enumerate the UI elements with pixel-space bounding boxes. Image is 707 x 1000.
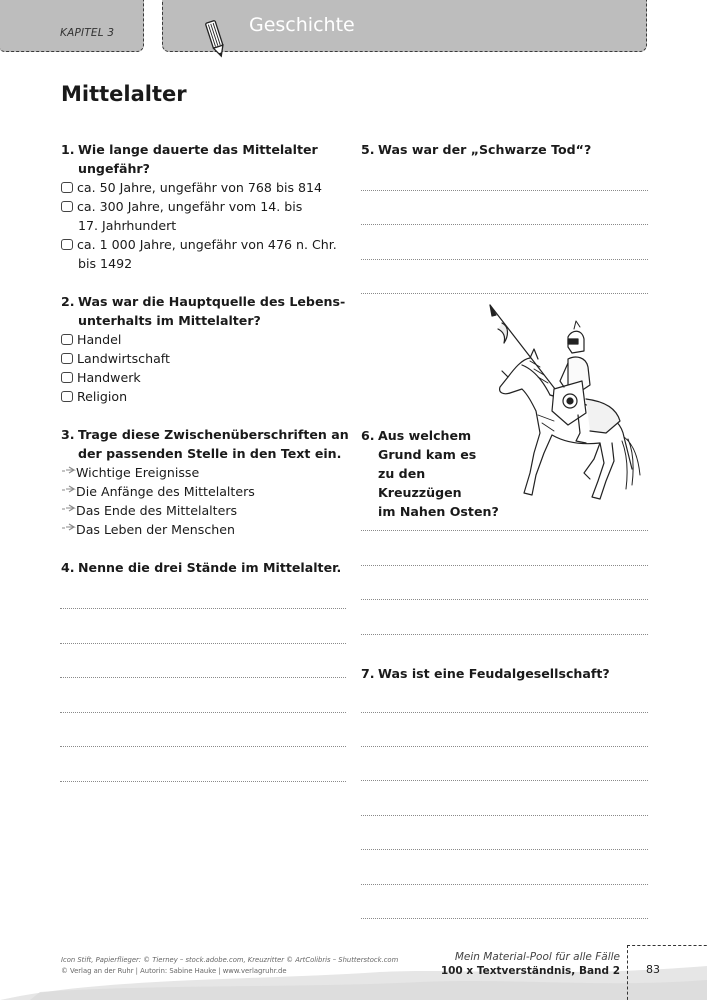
answer-line-q4[interactable] [60, 781, 346, 782]
question-4 [61, 558, 351, 577]
answer-line-q4[interactable] [60, 677, 346, 678]
pencil-icon [203, 20, 229, 60]
option-row[interactable] [61, 235, 346, 254]
question-3 [61, 425, 351, 539]
option-label-cont: bis 1492 [78, 256, 133, 271]
answer-line-q7[interactable] [361, 884, 648, 885]
option-label: ca. 50 Jahre, ungefähr von 768 bis 814 [77, 180, 323, 195]
option-label: Landwirtschaft [77, 351, 170, 366]
question-text: der passenden Stelle in den Text ein. [78, 446, 342, 461]
question-5-heading [361, 140, 651, 159]
answer-line-q4[interactable] [60, 746, 346, 747]
credits-line-2: © Verlag an der Ruhr | Autorin: Sabine Hauke | www.verlagruhr.de [61, 967, 287, 975]
list-item [61, 482, 351, 501]
question-6-heading-cont [361, 445, 501, 464]
question-text: Grund kam es [378, 447, 477, 462]
subject-banner [162, 0, 647, 52]
answer-line-q4[interactable] [60, 608, 346, 609]
image-credits [61, 955, 398, 977]
question-5 [361, 140, 651, 159]
answer-line-q7[interactable] [361, 712, 648, 713]
answer-line-q7[interactable] [361, 849, 648, 850]
option-row[interactable] [61, 349, 346, 368]
answer-line-q6[interactable] [361, 634, 648, 635]
checkbox[interactable] [61, 391, 73, 402]
paper-plane-icon [61, 483, 76, 495]
option-label: ca. 300 Jahre, ungefähr vom 14. bis [77, 199, 303, 214]
option-label: ca. 1 000 Jahre, ungefähr von 476 n. Chr. [77, 237, 337, 252]
answer-line-q7[interactable] [361, 746, 648, 747]
checkbox[interactable] [61, 182, 73, 193]
chapter-tab [0, 0, 144, 52]
question-7-heading [361, 664, 651, 683]
answer-line-q5[interactable] [361, 190, 648, 191]
question-number: 7. [361, 666, 375, 681]
page-number-box [627, 945, 707, 1000]
question-text: Was ist eine Feudalgesellschaft? [378, 666, 610, 681]
question-6-heading [361, 426, 501, 445]
answer-line-q4[interactable] [60, 712, 346, 713]
answer-line-q6[interactable] [361, 599, 648, 600]
question-6 [361, 426, 501, 521]
question-1-heading-cont [61, 159, 346, 178]
option-row[interactable] [61, 178, 346, 197]
question-2 [61, 292, 346, 406]
item-label: Das Ende des Mittelalters [76, 503, 238, 518]
question-text: unterhalts im Mittelalter? [78, 313, 261, 328]
answer-line-q6[interactable] [361, 530, 648, 531]
answer-line-q7[interactable] [361, 780, 648, 781]
series-line-1: Mein Material-Pool für alle Fälle [454, 951, 620, 963]
paper-plane-icon [61, 464, 76, 476]
answer-line-q7[interactable] [361, 815, 648, 816]
list-item [61, 501, 351, 520]
question-text: zu den Kreuzzügen [378, 466, 462, 500]
answer-line-q5[interactable] [361, 293, 648, 294]
paper-plane-icon [61, 502, 76, 514]
item-label: Das Leben der Menschen [76, 522, 235, 537]
item-label: Die Anfänge des Mittelalters [76, 484, 255, 499]
question-text: Aus welchem [378, 428, 472, 443]
series-title [441, 950, 620, 978]
page-title: Mittelalter [61, 82, 187, 106]
question-3-heading [61, 425, 351, 444]
checkbox[interactable] [61, 334, 73, 345]
question-3-heading-cont [61, 444, 351, 463]
question-number: 3. [61, 427, 75, 442]
list-item [61, 463, 351, 482]
paper-plane-icon [61, 521, 76, 533]
question-number: 6. [361, 428, 375, 443]
option-label-cont: 17. Jahrhundert [78, 218, 177, 233]
question-1 [61, 140, 346, 273]
question-number: 2. [61, 294, 75, 309]
option-row[interactable] [61, 368, 346, 387]
question-number: 5. [361, 142, 375, 157]
checkbox[interactable] [61, 372, 73, 383]
question-4-heading [61, 558, 351, 577]
answer-line-q6[interactable] [361, 565, 648, 566]
option-row[interactable] [61, 330, 346, 349]
question-2-heading-cont [61, 311, 346, 330]
answer-line-q5[interactable] [361, 224, 648, 225]
question-number: 1. [61, 142, 75, 157]
knight-on-horse-illustration [482, 303, 642, 503]
checkbox[interactable] [61, 353, 73, 364]
list-item [61, 520, 351, 539]
answer-line-q4[interactable] [60, 643, 346, 644]
question-text: im Nahen Osten? [378, 504, 499, 519]
question-7 [361, 664, 651, 683]
question-text: Was war der „Schwarze Tod“? [378, 142, 592, 157]
question-6-heading-cont [361, 502, 501, 521]
option-label: Handel [77, 332, 122, 347]
credits-line-1: Icon Stift, Papierflieger: © Tierney – stock.adobe.com, Kreuzritter © ArtColibris – Shutterstock.com [61, 956, 399, 964]
question-text: Nenne die drei Stände im Mittelalter. [78, 560, 342, 575]
answer-line-q7[interactable] [361, 918, 648, 919]
question-number: 4. [61, 560, 75, 575]
option-row[interactable] [61, 387, 346, 406]
series-line-2: 100 x Textverständnis, Band 2 [440, 965, 620, 977]
option-label: Religion [77, 389, 128, 404]
answer-line-q5[interactable] [361, 259, 648, 260]
question-2-heading [61, 292, 346, 311]
question-text: Wie lange dauerte das Mittelalter [78, 142, 318, 157]
question-text: ungefähr? [78, 161, 150, 176]
chapter-label: KAPITEL 3 [60, 27, 115, 39]
page-number: 83 [646, 963, 660, 976]
question-6-heading-cont [361, 464, 501, 502]
checkbox[interactable] [61, 201, 73, 212]
question-text: Trage diese Zwischenüberschriften an [78, 427, 349, 442]
question-1-heading [61, 140, 346, 159]
checkbox[interactable] [61, 239, 73, 250]
subject-title: Geschichte [249, 14, 355, 36]
option-row[interactable] [61, 197, 346, 216]
item-label: Wichtige Ereignisse [76, 465, 200, 480]
option-label: Handwerk [77, 370, 141, 385]
question-text: Was war die Hauptquelle des Lebens- [78, 294, 346, 309]
